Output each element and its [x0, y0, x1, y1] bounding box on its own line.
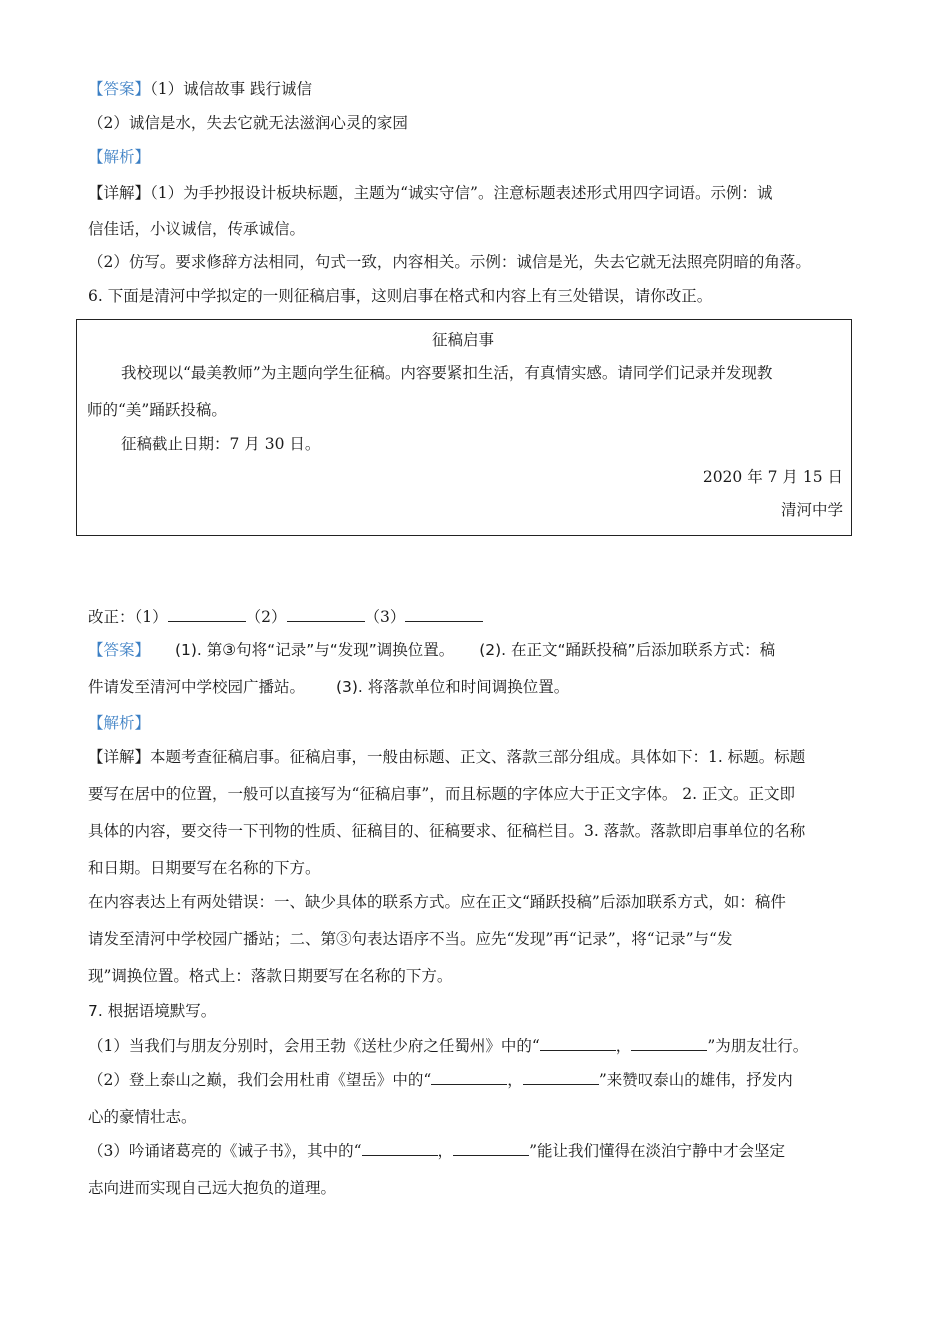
q5-answer-line1	[88, 72, 864, 106]
q6-detail-line4: 和日期。日期要写在名称的下方。	[88, 859, 321, 877]
q5-answer-text1: （1）诚信故事 践行诚信	[150, 80, 313, 98]
q6-answer-line1	[88, 633, 864, 667]
q7-question: 7. 根据语境默写。	[88, 1002, 217, 1020]
q6-answer-1: (1). 第③句将“记录”与“发现”调换位置。	[174, 641, 455, 659]
q7-item1-sep: ，	[615, 1037, 632, 1055]
correction-blank-3[interactable]	[405, 605, 483, 622]
q7-item2-sep: ，	[507, 1071, 523, 1089]
q7-item3-sep: ，	[437, 1142, 454, 1160]
q5-answer-line2: （2）诚信是水，失去它就无法滋润心灵的家园	[88, 114, 408, 132]
q6-correction-line	[88, 600, 864, 634]
correction-blank-1[interactable]	[168, 605, 246, 622]
q7-item2-blank-1[interactable]	[431, 1068, 507, 1085]
notice-title: 征稿启事	[432, 331, 495, 349]
answer-tag: 【答案】	[88, 80, 151, 98]
q7-item1-blank-2[interactable]	[631, 1034, 707, 1051]
notice-signature: 清河中学	[780, 501, 843, 519]
q6-detail-line7: 现”调换位置。格式上：落款日期要写在名称的下方。	[88, 967, 453, 985]
notice-body-line1: 我校现以“最美教师”为主题向学生征稿。内容要紧扣生活，有真情实感。请同学们记录并发现教	[121, 364, 773, 382]
notice-box	[76, 319, 852, 536]
correction-label-2: （2）	[245, 608, 287, 626]
q5-detail-line1: 【详解】（1）为手抄报设计板块标题，主题为“诚实守信”。注意标题表述形式用四字词语。示例：诚	[88, 184, 773, 202]
correction-blank-2[interactable]	[287, 605, 365, 622]
correction-label-3: （3）	[364, 608, 406, 626]
q7-item2-suffix: ”来赞叹泰山的雄伟，抒发内	[598, 1071, 793, 1089]
q7-item3	[88, 1134, 864, 1168]
q6-detail-line5: 在内容表达上有两处错误：一、缺少具体的联系方式。应在正文“踊跃投稿”后添加联系方式，如：稿件	[88, 893, 786, 911]
q5-detail-line2: 信佳话，小议诚信，传承诚信。	[88, 220, 306, 238]
q7-item2	[88, 1063, 864, 1097]
q7-item3-blank-2[interactable]	[453, 1139, 529, 1156]
q7-item3-line2: 志向进而实现自己远大抱负的道理。	[88, 1179, 337, 1197]
q7-item1-prefix: （1）当我们与朋友分别时，会用王勃《送杜少府之任蜀州》中的“	[88, 1037, 540, 1055]
q7-item3-prefix: （3）吟诵诸葛亮的《诫子书》，其中的“	[88, 1142, 362, 1160]
correction-label: 改正：（1）	[88, 608, 168, 626]
q7-item1	[88, 1029, 864, 1063]
q7-item3-suffix: ”能让我们懂得在淡泊宁静中才会坚定	[529, 1142, 785, 1160]
q7-item3-blank-1[interactable]	[362, 1139, 438, 1156]
q6-answer-line2a: 件请发至清河中学校园广播站。	[88, 678, 306, 696]
q6-detail-line1: 【详解】本题考查征稿启事。征稿启事，一般由标题、正文、落款三部分组成。具体如下：1. 标题。标题	[88, 748, 806, 766]
q7-item2-line2: 心的豪情壮志。	[88, 1108, 197, 1126]
q5-detail-line3: （2）仿写。要求修辞方法相同，句式一致，内容相关。示例：诚信是光，失去它就无法照亮阴暗的角落。	[88, 253, 811, 271]
q6-answer-3: (3). 将落款单位和时间调换位置。	[335, 678, 570, 696]
notice-body-line2: 师的“美”踊跃投稿。	[87, 401, 227, 419]
notice-date: 2020 年 7 月 15 日	[702, 468, 843, 486]
analysis-tag: 【解析】	[88, 714, 151, 732]
q6-answer-2: (2). 在正文“踊跃投稿”后添加联系方式：稿	[479, 641, 776, 659]
analysis-tag: 【解析】	[88, 148, 151, 166]
q7-item1-suffix: ”为朋友壮行。	[707, 1037, 809, 1055]
q7-item2-prefix: （2）登上泰山之巅，我们会用杜甫《望岳》中的“	[88, 1071, 432, 1089]
q6-answer-line2	[88, 670, 864, 704]
q6-detail-line3: 具体的内容，要交待一下刊物的性质、征稿目的、征稿要求、征稿栏目。3. 落款。落款即启事单位的名称	[88, 822, 806, 840]
q6-detail-line6: 请发至清河中学校园广播站；二、第③句表达语序不当。应先“发现”再“记录”，将“记录”与“发	[88, 930, 733, 948]
q6-question: 6. 下面是清河中学拟定的一则征稿启事，这则启事在格式和内容上有三处错误，请你改正。	[88, 287, 713, 305]
answer-tag: 【答案】	[88, 641, 151, 659]
notice-deadline: 征稿截止日期：7 月 30 日。	[121, 435, 321, 453]
q7-item2-blank-2[interactable]	[523, 1068, 599, 1085]
q6-detail-line2: 要写在居中的位置，一般可以直接写为“征稿启事”，而且标题的字体应大于正文字体。 2. 正文。正文即	[88, 785, 795, 803]
q7-item1-blank-1[interactable]	[540, 1034, 616, 1051]
